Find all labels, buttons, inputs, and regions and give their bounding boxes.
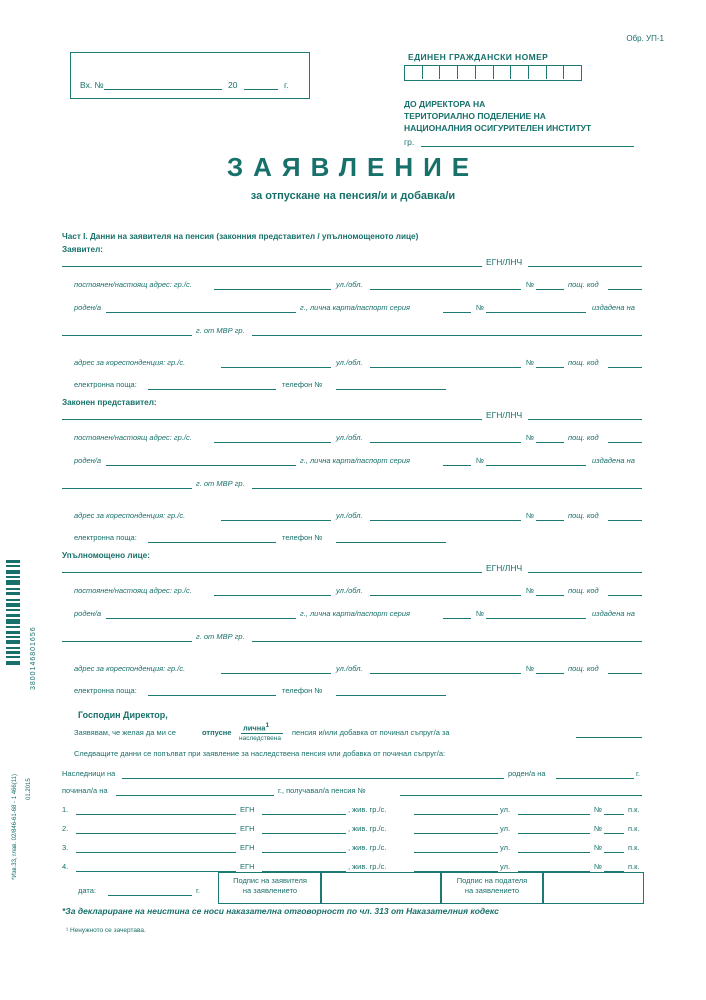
applicant-id-number-label: № [476, 303, 485, 312]
applicant-corr-city-rule[interactable] [221, 367, 331, 368]
died-rule[interactable] [116, 795, 274, 796]
applicant-corr-street-label: ул./обл. [336, 358, 363, 367]
authorized-id-series-rule[interactable] [443, 618, 471, 619]
applicant-phone-rule[interactable] [336, 389, 446, 390]
authorized-id-label: г., лична карта/паспорт серия [300, 609, 411, 618]
page-title: ЗАЯВЛЕНИЕ [226, 152, 480, 182]
signature-submitter-header [440, 872, 544, 904]
applicant-phone-label: телефон № [282, 380, 323, 389]
applicant-permanent-address-label: постоянен/настоящ адрес: гр./с. [74, 280, 192, 289]
incoming-year-suffix: г. [284, 80, 289, 90]
legalrep-phone-rule[interactable] [336, 542, 446, 543]
heir-egn-rule[interactable] [262, 833, 346, 834]
applicant-postcode-label: пощ. код [568, 280, 599, 289]
legalrep-issued-label: издадена на [592, 456, 635, 465]
authorized-postcode-rule[interactable] [608, 595, 642, 596]
incoming-year-label: 20 [228, 80, 238, 90]
authorized-corr-address-label: адрес за кореспонденция: гр./с. [74, 664, 186, 673]
declare-word: отпусне [202, 728, 232, 737]
egn-cell[interactable] [510, 66, 528, 79]
print-year: 01.2015 [26, 778, 32, 800]
declare-suffix-rule[interactable] [576, 737, 642, 738]
legalrep-id-number-rule[interactable] [486, 465, 586, 466]
legalrep-street-rule[interactable] [370, 442, 521, 443]
legalrep-email-label: електронна поща: [74, 533, 137, 542]
option-personal[interactable] [243, 722, 269, 733]
applicant-born-label: роден/а [74, 303, 102, 312]
heir-egn-label: ЕГН [240, 824, 255, 833]
authorized-corr-number-label: № [526, 664, 535, 673]
heir-pk-label: п.к. [628, 843, 640, 852]
legalrep-postcode-label: пощ. код [568, 433, 599, 442]
legalrep-email-rule[interactable] [148, 542, 276, 543]
applicant-id-label: г., лична карта/паспорт серия [300, 303, 411, 312]
heir-pk-label: п.к. [628, 805, 640, 814]
egn-cell[interactable] [475, 66, 493, 79]
heirs-of-rule[interactable] [122, 778, 504, 779]
authorized-phone-rule[interactable] [336, 695, 446, 696]
authorized-mvr-rule[interactable] [252, 641, 642, 642]
heir-lives-label: , жив. гр./с. [348, 824, 387, 833]
applicant-egn-rule[interactable] [528, 266, 642, 267]
heir-name-rule[interactable] [76, 871, 236, 872]
authorized-corr-street-label: ул./обл. [336, 664, 363, 673]
heir-city-rule[interactable] [414, 852, 498, 853]
heir-pk-label: п.к. [628, 862, 640, 871]
applicant-corr-address-label: адрес за кореспонденция: гр./с. [74, 358, 186, 367]
legalrep-address-city-rule[interactable] [214, 442, 331, 443]
applicant-corr-number-label: № [526, 358, 535, 367]
applicant-born-rule[interactable] [106, 312, 296, 313]
heir-number-label: № [594, 862, 603, 871]
legalrep-corr-number-label: № [526, 511, 535, 520]
heir-number-label: № [594, 843, 603, 852]
addressee-line-1: ДО ДИРЕКТОРА НА [404, 99, 486, 109]
barcode [6, 560, 20, 678]
applicant-name-rule[interactable] [62, 266, 482, 267]
heir-city-rule[interactable] [414, 814, 498, 815]
applicant-postcode-rule[interactable] [608, 289, 642, 290]
authorized-number-label: № [526, 586, 535, 595]
egn-cell[interactable] [493, 66, 511, 79]
legalrep-mvr-rule[interactable] [252, 488, 642, 489]
applicant-issued-label: издадена на [592, 303, 635, 312]
heir-pk-label: п.к. [628, 824, 640, 833]
heir-number-rule[interactable] [604, 852, 624, 853]
group-authorized-label: Упълномощено лице: [62, 551, 150, 560]
egn-title: ЕДИНЕН ГРАЖДАНСКИ НОМЕР [408, 52, 549, 62]
legalrep-id-series-rule[interactable] [443, 465, 471, 466]
heir-egn-label: ЕГН [240, 805, 255, 814]
heir-name-rule[interactable] [76, 852, 236, 853]
print-note: *Изв.33, глав. 02/846-61-68 - 1 466(11) [12, 774, 18, 880]
egn-cell[interactable] [439, 66, 457, 79]
heir-number-rule[interactable] [604, 833, 624, 834]
authorized-egn-rule[interactable] [528, 572, 642, 573]
legalrep-name-rule[interactable] [62, 419, 482, 420]
authorized-corr-postcode-label: пощ. код [568, 664, 599, 673]
legalrep-permanent-address-label: постоянен/настоящ адрес: гр./с. [74, 433, 192, 442]
legalrep-corr-address-label: адрес за кореспонденция: гр./с. [74, 511, 186, 520]
applicant-number-rule[interactable] [536, 289, 564, 290]
heir-lives-label: , жив. гр./с. [348, 805, 387, 814]
heir-name-rule[interactable] [76, 833, 236, 834]
received-pension-label: г., получавал/а пенсия № [278, 786, 366, 795]
authorized-number-rule[interactable] [536, 595, 564, 596]
died-label: починал/а на [62, 786, 108, 795]
legal-warning: *За деклариране на неистина се носи наказателна отговорност по чл. 313 от Наказателния кодекс [62, 906, 499, 916]
applicant-corr-number-rule[interactable] [536, 367, 564, 368]
option-divider [241, 733, 283, 734]
authorized-born-rule[interactable] [106, 618, 296, 619]
legalrep-id-number-label: № [476, 456, 485, 465]
heir-name-rule[interactable] [76, 814, 236, 815]
addressee-city-label: гр. [404, 137, 415, 147]
egn-cell[interactable] [422, 66, 440, 79]
egn-cell[interactable] [457, 66, 475, 79]
heir-street-label: ул. [500, 824, 511, 833]
heir-row-index: 2. [62, 824, 69, 833]
legalrep-born-rule[interactable] [106, 465, 296, 466]
authorized-permanent-address-label: постоянен/настоящ адрес: гр./с. [74, 586, 192, 595]
heir-number-label: № [594, 824, 603, 833]
heir-street-rule[interactable] [518, 833, 590, 834]
authorized-postcode-label: пощ. код [568, 586, 599, 595]
legalrep-number-label: № [526, 433, 535, 442]
applicant-egn-label: ЕГН/ЛНЧ [486, 257, 523, 267]
signature-applicant-line2: на заявлението [242, 886, 298, 895]
applicant-corr-street-rule[interactable] [370, 367, 521, 368]
authorized-street-rule[interactable] [370, 595, 521, 596]
legalrep-postcode-rule[interactable] [608, 442, 642, 443]
heirs-born-label: роден/а на [508, 769, 546, 778]
declare-prefix: Заявявам, че желая да ми се [74, 728, 176, 737]
group-applicant-label: Заявител: [62, 245, 104, 254]
signature-submitter-line1: Подпис на подателя [456, 876, 528, 885]
heir-egn-label: ЕГН [240, 862, 255, 871]
signature-applicant-field[interactable] [320, 872, 442, 904]
heir-row-index: 1. [62, 805, 69, 814]
heir-street-label: ул. [500, 862, 511, 871]
authorized-corr-street-rule[interactable] [370, 673, 521, 674]
applicant-corr-postcode-rule[interactable] [608, 367, 642, 368]
applicant-street-rule[interactable] [370, 289, 521, 290]
authorized-id-number-label: № [476, 609, 485, 618]
applicant-id-series-rule[interactable] [443, 312, 471, 313]
applicant-id-number-rule[interactable] [486, 312, 586, 313]
heirs-born-suffix: г. [636, 769, 640, 778]
authorized-egn-label: ЕГН/ЛНЧ [486, 563, 523, 573]
authorized-issued-label: издадена на [592, 609, 635, 618]
applicant-email-rule[interactable] [148, 389, 276, 390]
legalrep-mvr-label: г. от МВР гр. [196, 479, 245, 488]
option-personal-sup: 1 [265, 722, 270, 729]
authorized-corr-city-rule[interactable] [221, 673, 331, 674]
authorized-corr-number-rule[interactable] [536, 673, 564, 674]
addressee-line-2: ТЕРИТОРИАЛНО ПОДЕЛЕНИЕ НА [404, 111, 546, 121]
salutation: Господин Директор, [78, 710, 168, 720]
authorized-mvr-label: г. от МВР гр. [196, 632, 245, 641]
egn-cell[interactable] [528, 66, 546, 79]
legalrep-born-label: роден/а [74, 456, 102, 465]
authorized-address-city-rule[interactable] [214, 595, 331, 596]
egn-cell[interactable] [546, 66, 564, 79]
heirs-of-label: Наследници на [62, 769, 116, 778]
barcode-number: 3800146801656 [30, 626, 37, 690]
form-sheet [36, 24, 670, 976]
declare-suffix: пенсия и/или добавка от починал съпруг/а за [292, 728, 450, 737]
legalrep-id-label: г., лична карта/паспорт серия [300, 456, 411, 465]
heir-city-rule[interactable] [414, 833, 498, 834]
part1-heading: Част I. Данни на заявителя на пенсия (законния представител / упълномощеното лице) [62, 232, 419, 241]
applicant-mvr-label: г. от МВР гр. [196, 326, 245, 335]
authorized-corr-postcode-rule[interactable] [608, 673, 642, 674]
legalrep-corr-number-rule[interactable] [536, 520, 564, 521]
heir-lives-label: , жив. гр./с. [348, 843, 387, 852]
heir-lives-label: , жив. гр./с. [348, 862, 387, 871]
heir-egn-label: ЕГН [240, 843, 255, 852]
incoming-year-rule [244, 89, 278, 90]
incoming-number-box[interactable] [70, 52, 310, 99]
heir-street-label: ул. [500, 843, 511, 852]
heir-row-index: 3. [62, 843, 69, 852]
applicant-issue-date-rule[interactable] [62, 335, 192, 336]
page-subtitle: за отпускане на пенсия/и и добавка/и [250, 190, 456, 202]
group-legal-rep-label: Законен представител: [62, 398, 157, 407]
signature-applicant-line1: Подпис на заявителя [233, 876, 307, 885]
legalrep-corr-street-label: ул./обл. [336, 511, 363, 520]
inherited-note: Следващите данни се попълват при заявление за наследствена пенсия или добавка от починал съпруг/а: [74, 749, 446, 758]
option-personal-label: лична [243, 723, 266, 733]
legalrep-corr-city-rule[interactable] [221, 520, 331, 521]
heir-number-rule[interactable] [604, 814, 624, 815]
option-inherited[interactable]: наследствена [239, 735, 281, 742]
authorized-born-label: роден/а [74, 609, 102, 618]
applicant-mvr-rule[interactable] [252, 335, 642, 336]
date-label: дата: [78, 886, 96, 895]
authorized-email-rule[interactable] [148, 695, 276, 696]
applicant-corr-postcode-label: пощ. код [568, 358, 599, 367]
form-code: Обр. УП-1 [626, 34, 664, 43]
date-suffix: г. [196, 886, 200, 895]
applicant-address-city-rule[interactable] [214, 289, 331, 290]
egn-cell[interactable] [405, 66, 422, 79]
legalrep-egn-label: ЕГН/ЛНЧ [486, 410, 523, 420]
legalrep-egn-rule[interactable] [528, 419, 642, 420]
legalrep-street-label: ул./обл. [336, 433, 363, 442]
signature-applicant-header [218, 872, 322, 904]
signature-submitter-line2: на заявлението [464, 886, 520, 895]
addressee-city-rule[interactable] [421, 146, 634, 147]
egn-boxes[interactable] [404, 65, 582, 81]
legalrep-corr-postcode-rule[interactable] [608, 520, 642, 521]
heir-egn-rule[interactable] [262, 814, 346, 815]
signature-submitter-field[interactable] [542, 872, 644, 904]
legalrep-phone-label: телефон № [282, 533, 323, 542]
incoming-number-label: Вх. № [80, 80, 104, 90]
heir-egn-rule[interactable] [262, 852, 346, 853]
footnote: ¹ Ненужното се зачертава. [66, 927, 146, 934]
heir-street-rule[interactable] [518, 814, 590, 815]
heir-street-label: ул. [500, 805, 511, 814]
applicant-number-label: № [526, 280, 535, 289]
incoming-number-rule [104, 89, 222, 90]
heir-street-rule[interactable] [518, 852, 590, 853]
egn-cell[interactable] [563, 66, 581, 79]
authorized-street-label: ул./обл. [336, 586, 363, 595]
addressee-line-3: НАЦИОНАЛНИЯ ОСИГУРИТЕЛЕН ИНСТИТУТ [404, 123, 592, 133]
heir-row-index: 4. [62, 862, 69, 871]
legalrep-issue-date-rule[interactable] [62, 488, 192, 489]
received-pension-rule[interactable] [400, 795, 642, 796]
authorized-name-rule[interactable] [62, 572, 482, 573]
authorized-phone-label: телефон № [282, 686, 323, 695]
heirs-born-rule[interactable] [556, 778, 634, 779]
date-rule[interactable] [108, 895, 192, 896]
authorized-email-label: електронна поща: [74, 686, 137, 695]
authorized-issue-date-rule[interactable] [62, 641, 192, 642]
authorized-id-number-rule[interactable] [486, 618, 586, 619]
applicant-email-label: електронна поща: [74, 380, 137, 389]
heir-number-label: № [594, 805, 603, 814]
applicant-street-label: ул./обл. [336, 280, 363, 289]
legalrep-number-rule[interactable] [536, 442, 564, 443]
legalrep-corr-postcode-label: пощ. код [568, 511, 599, 520]
legalrep-corr-street-rule[interactable] [370, 520, 521, 521]
